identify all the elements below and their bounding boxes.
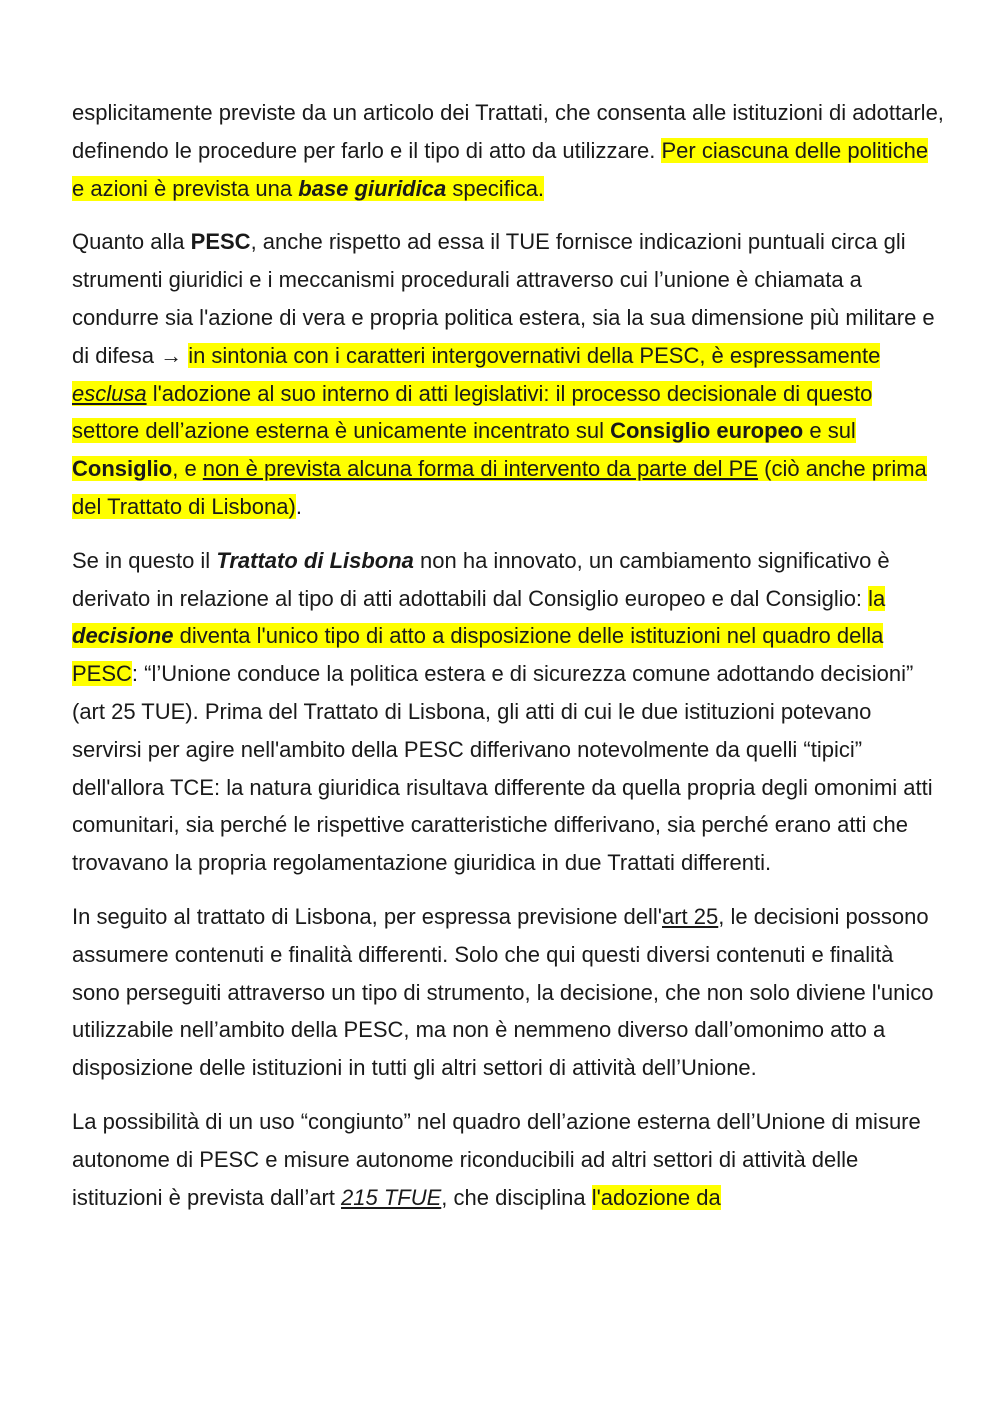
highlighted-text [72, 343, 927, 519]
text: Quanto alla [72, 229, 191, 255]
emphasis-base-giuridica: base giuridica [298, 175, 447, 201]
text: . [295, 493, 302, 519]
text: La possibilità di un uso “congiunto” nel quadro dell’azione esterna dell’Unione di misure autonome di PESC e misure autonome riconducibili ad altri settori di attività delle istituzioni è prevista dall’art [72, 1108, 921, 1210]
text: , le decisioni possono assumere contenuti e finalità differenti. Solo che qui questi diversi contenuti e finalità sono perseguiti attraverso un tipo di strumento, la decisione, che non solo diviene l'unico utilizzabile nell’ambito della PESC, ma non è nemmeno diverso dall’omonimo atto a disposizione delle istituzioni in tutti gli altri settori di attività dell’Unione. [72, 903, 934, 1081]
underlined-text: non è prevista alcuna forma di intervento da parte del PE [202, 456, 759, 482]
text: Per ciascuna delle politiche e azioni è prevista una [72, 137, 929, 201]
text: , che disciplina [441, 1184, 592, 1210]
text: la [868, 585, 886, 611]
paragraph-1 [72, 94, 944, 207]
document-page [72, 94, 944, 1232]
text: specifica. [446, 175, 545, 201]
paragraph-3 [72, 542, 944, 882]
text: (ciò anche prima del Trattato di Lisbona) [72, 456, 927, 519]
text: in sintonia con i caratteri intergovernativi della PESC, è espressamente [188, 342, 881, 368]
text: , anche rispetto ad essa il TUE fornisce indicazioni puntuali circa gli strumenti giuridici e i meccanismi procedurali attraverso cui l’unione è chiamata a condurre sia l'azione di vera e propria politica estera, sia la sua dimensione più militare e di difesa [72, 229, 935, 368]
text: esplicitamente previste da un articolo dei Trattati, che consenta alle istituzioni di adottarle, definendo le procedure per farlo e il tipo di atto da utilizzare. [72, 100, 944, 163]
arrow-right-icon: → [160, 342, 183, 368]
bold-consiglio: Consiglio [72, 456, 173, 482]
paragraph-2 [72, 223, 944, 525]
highlighted-text: l'adozione da [591, 1184, 721, 1210]
bold-consiglio-europeo: Consiglio europeo [610, 418, 804, 444]
emphasis-trattato-di-lisbona: Trattato di Lisbona [216, 547, 414, 573]
text: non ha innovato, un cambiamento significativo è derivato in relazione al tipo di atti adottabili dal Consiglio europeo e dal Consiglio: [72, 547, 890, 611]
text: e sul [803, 418, 856, 444]
text: In seguito al trattato di Lisbona, per espressa previsione dell' [72, 903, 662, 929]
text: , e [172, 456, 203, 482]
paragraph-5 [72, 1103, 944, 1216]
text: : “l’Unione conduce la politica estera e di sicurezza comune adottando decisioni” (art 25 TUE). Prima del Trattato di Lisbona, gli atti di cui le due istituzioni potevano servirsi per agire nell'ambito della PESC differivano notevolmente da quelli “tipici” dell'allora TCE: la natura giuridica risultava differente da quella propria degli omonimi atti comunitari, sia perché le rispettive caratteristiche differivano, sia perché erano atti che trovavano la propria regolamentazione giuridica in due Trattati differenti. [72, 661, 933, 876]
text: Se in questo il [72, 547, 217, 573]
text: l'adozione al suo interno di atti legislativi: il processo decisionale di questo settore dell’azione esterna è unicamente incentrato sul [72, 380, 873, 444]
text: diventa l'unico tipo di atto a disposizione delle istituzioni nel quadro della PESC [72, 623, 884, 687]
link-215-tfue[interactable]: 215 TFUE [341, 1184, 442, 1210]
emphasis-esclusa: esclusa [72, 380, 147, 406]
link-art-25[interactable]: art 25 [662, 903, 719, 929]
paragraph-4 [72, 898, 944, 1087]
bold-pesc: PESC [190, 229, 251, 255]
emphasis-decisione: decisione [72, 623, 174, 649]
